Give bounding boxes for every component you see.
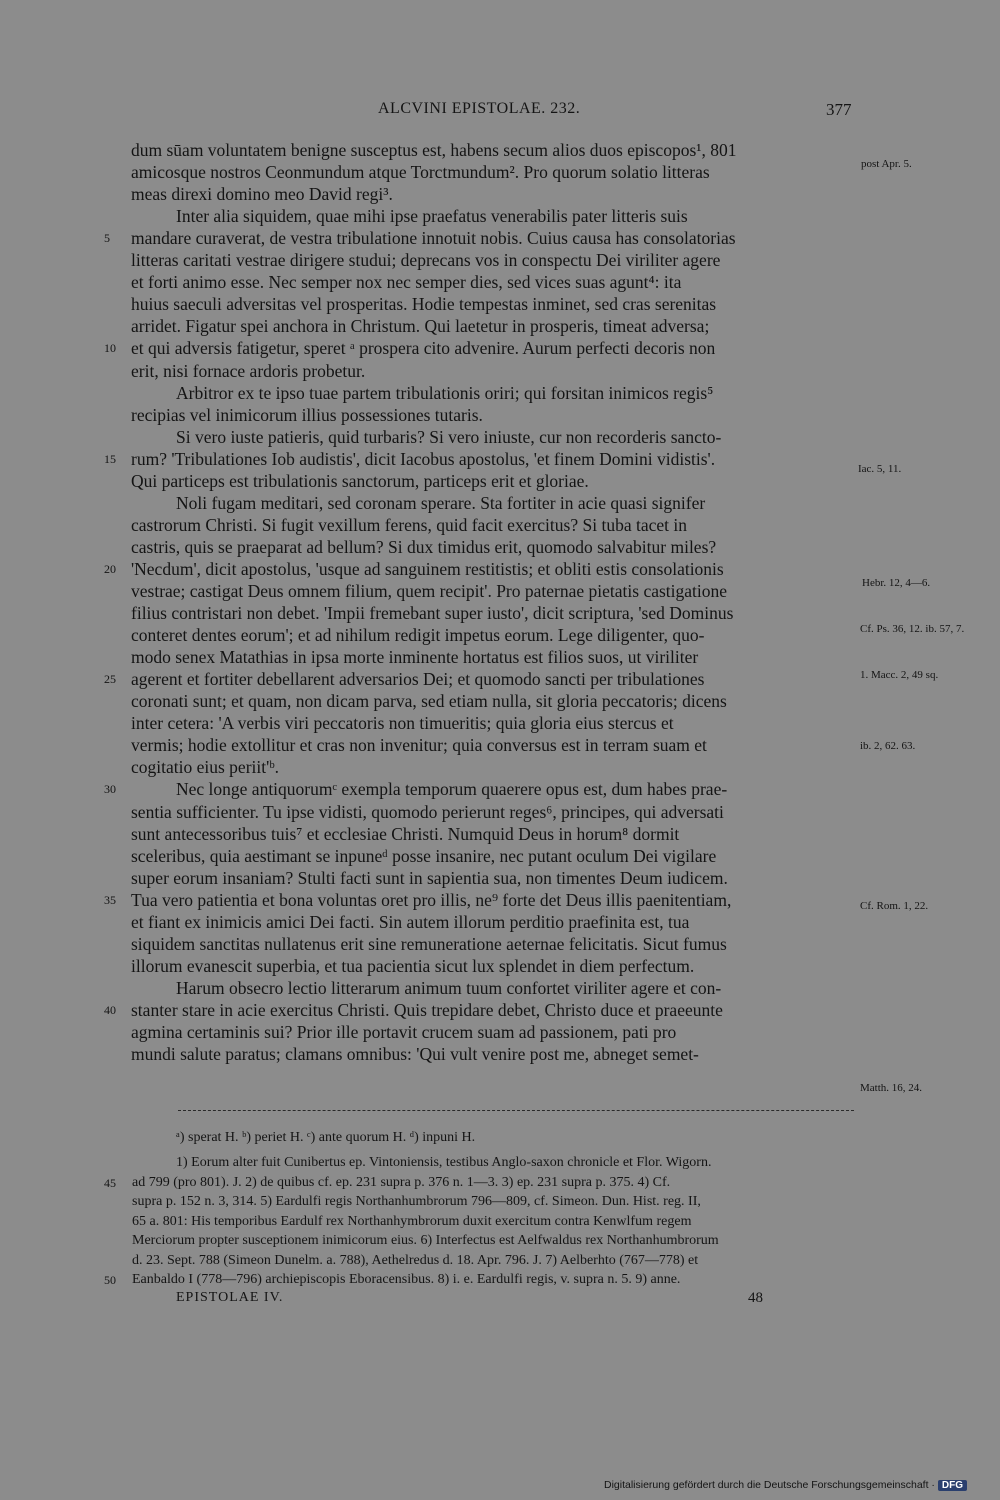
- line-number: 15: [104, 451, 116, 466]
- margin-reference: Cf. Ps. 36, 12. ib. 57, 7.: [860, 623, 965, 635]
- margin-reference: ib. 2, 62. 63.: [860, 740, 916, 752]
- text-line: inter cetera: 'A verbis viri peccatoris non timueritis; quia gloria eius stercus et: [131, 713, 674, 734]
- gathering-number: 48: [748, 1290, 763, 1306]
- text-line: et fiant ex inimicis amici Dei facti. Sin autem illorum perditio praefinita est, tua: [131, 911, 690, 932]
- text-line: mundi salute paratus; clamans omnibus: 'Qui vult venire post me, abneget semet-: [131, 1044, 699, 1065]
- text-line: dum sūam voluntatem benigne susceptus est, habens secum alios duos episcopos¹, 801: [131, 140, 737, 160]
- text-line: et forti animo esse. Nec semper nox nec semper dies, sed vices suas agunt⁴: ita: [131, 272, 682, 293]
- line-number: 35: [104, 892, 116, 907]
- text-line: Inter alia siquidem, quae mihi ipse praefatus venerabilis pater litteris suis: [176, 206, 688, 227]
- text-line: Qui particeps est tribulationis sanctorum, particeps erit et gloriae.: [131, 470, 589, 491]
- text-line: erit, nisi fornace ardoris probetur.: [131, 360, 366, 381]
- margin-reference: Iac. 5, 11.: [858, 463, 902, 475]
- text-line: sceleribus, quia aestimant se inpuneᵈ posse insanire, nec putant oculum Dei vigilare: [131, 845, 717, 866]
- footnote-line: d. 23. Sept. 788 (Simeon Dunelm. a. 788), Aethelredus d. 18. Apr. 796. J. 7) Aelberhto (767—778) et: [132, 1252, 699, 1268]
- text-line: Arbitror ex te ipso tuae partem tribulationis oriri; qui forsitan inimicos regis⁵: [176, 382, 714, 403]
- footnote-line-number: 50: [104, 1273, 116, 1287]
- text-line: sunt antecessoribus tuis⁷ et ecclesiae Christi. Numquid Deus in horum⁸ dormit: [131, 823, 680, 844]
- text-line: arridet. Figatur spei anchora in Christum. Qui laetetur in prosperis, timeat adversa;: [131, 316, 710, 337]
- text-line: Si vero iuste patieris, quid turbaris? Si vero iniuste, cur non recorderis sancto-: [176, 426, 722, 447]
- text-line: castris, quis se praeparat ad bellum? Si dux timidus erit, quomodo salvabitur miles?: [131, 536, 717, 557]
- text-line: rum? 'Tribulationes Iob audistis', dicit Iacobus apostolus, 'et finem Domini vidistis'.: [131, 448, 716, 469]
- text-line: 'Necdum', dicit apostolus, 'usque ad sanguinem restitistis; et obliti estis consolationis: [131, 558, 724, 579]
- text-line: Nec longe antiquorumᶜ exempla temporum quaerere opus est, dum habes prae-: [176, 779, 728, 800]
- margin-reference: 1. Macc. 2, 49 sq.: [860, 669, 939, 681]
- text-line: meas direxi domino meo David regi³.: [131, 184, 393, 205]
- text-line: Tua vero patientia et bona voluntas oret pro illis, ne⁹ forte det Deus illis paenitentiam,: [131, 889, 732, 910]
- footnote-separator: [178, 1110, 854, 1111]
- text-line: conteret dentes eorum'; et ad nihilum redigit impetus eorum. Lege diligenter, quo-: [131, 625, 705, 646]
- text-line: litteras caritati vestrae dirigere studui; deprecans vos in conspectu Dei viriliter agere: [131, 250, 721, 271]
- text-line: siquidem sanctitas nullatenus erit sine remuneratione aeternae felicitatis. Sicut fumus: [131, 933, 727, 954]
- text-line: stanter stare in acie exercitus Christi. Quis trepidare debet, Christo duce et praeeunte: [131, 999, 723, 1020]
- digitization-credit: [604, 1479, 967, 1491]
- text-line: recipias vel inimicorum illius possessiones tutaris.: [131, 404, 483, 425]
- text-line: agerent et fortiter debellarent adversarios Dei; et quomodo sancti per tribulationes: [131, 669, 705, 690]
- text-line: castrorum Christi. Si fugit vexillum ferens, quid facit exercitus? Si tuba tacet in: [131, 514, 687, 535]
- text-line: cogitatio eius periit'ᵇ.: [131, 757, 280, 778]
- text-line: filius contristari non debet. 'Impii fremebant super iusto', dicit scriptura, 'sed Dominus: [131, 603, 734, 624]
- line-number: 40: [104, 1002, 116, 1017]
- running-header: [0, 100, 1000, 124]
- text-line: coronati sunt; et quam, non dicam parva, sed etiam nulla, sit gloria peccatoris; dicens: [131, 691, 727, 712]
- variant-notes: ᵃ) sperat H. ᵇ) periet H. ᶜ) ante quorum H. ᵈ) inpuni H.: [176, 1130, 476, 1145]
- text-line: et qui adversis fatigetur, speret ᵃ prospera cito advenire. Aurum perfecti decoris non: [131, 338, 716, 359]
- margin-reference: post Apr. 5.: [861, 158, 912, 170]
- text-line: huius saeculi adversitas vel prosperitas. Hodie tempestas inminet, sed cras serenitas: [131, 294, 717, 315]
- text-line: sentia sufficienter. Tu ipse vidisti, quomodo perierunt reges⁶, principes, qui adversati: [131, 801, 724, 822]
- text-line: super eorum insaniam? Stulti facti sunt in sapientia sua, non timentes Deum iudicem.: [131, 867, 728, 888]
- margin-reference: Cf. Rom. 1, 22.: [860, 900, 929, 912]
- running-title: ALCVINI EPISTOLAE. 232.: [378, 100, 581, 117]
- line-number: 5: [104, 231, 110, 246]
- line-number: 25: [104, 672, 116, 687]
- footnote-line: 65 a. 801: His temporibus Eardulf rex Northanhymbrorum duxit exercitum contra Kenwlfum regem: [132, 1213, 692, 1229]
- text-line: vermis; hodie extollitur et cras non invenitur; quia conversus est in terram suam et: [131, 735, 707, 756]
- text-line: amicosque nostros Ceonmundum atque Torctmundum². Pro quorum solatio litteras: [131, 162, 710, 183]
- text-line: Harum obsecro lectio litterarum animum tuum confortet viriliter agere et con-: [176, 977, 722, 998]
- footnote-line-number: 45: [104, 1175, 116, 1190]
- text-line: mandare curaverat, de vestra tribulatione innotuit nobis. Cuius causa has consolatorias: [131, 228, 736, 249]
- page-number: 377: [826, 100, 852, 119]
- margin-reference: Hebr. 12, 4—6.: [862, 577, 931, 589]
- signature-mark: EPISTOLAE IV.: [176, 1290, 284, 1305]
- text-line: agmina certaminis sui? Prior ille portavit crucem suam ad passionem, pati pro: [131, 1022, 677, 1042]
- text-line: vestrae; castigat Deus omnem filium, quem recipit'. Pro paternae pietatis castigatione: [131, 581, 728, 601]
- footnote-line: 1) Eorum alter fuit Cunibertus ep. Vintoniensis, testibus Anglo-saxon chronicle et Flor. Wigorn.: [176, 1155, 712, 1170]
- footnote-line: ad 799 (pro 801). J. 2) de quibus cf. ep. 231 supra p. 376 n. 1—3. 3) ep. 231 supra p. 375. 4) Cf.: [132, 1174, 671, 1190]
- footnote-line: Merciorum propter susceptionem inimicorum eius. 6) Interfectus est Aelfwaldus rex Northanhumbrorum: [132, 1233, 719, 1248]
- line-number: 10: [104, 341, 116, 356]
- text-line: illorum evanescit superbia, et tua pacientia sicut lux splendet in diem perfectum.: [131, 955, 695, 976]
- footnote-line: supra p. 152 n. 3, 314. 5) Eardulfi regis Northanhumbrorum 796—809, cf. Simeon. Dun. Hist. reg. II,: [132, 1194, 701, 1209]
- credit-text: Digitalisierung gefördert durch die Deutsche Forschungsgemeinschaft ·: [604, 1479, 935, 1491]
- line-number: 20: [104, 561, 116, 576]
- footnote-line: Eanbaldo I (778—796) archiepiscopis Eboracensibus. 8) i. e. Eardulfi regis, v. supra n. 5. 9) anne.: [132, 1272, 681, 1287]
- margin-reference: Matth. 16, 24.: [860, 1082, 923, 1094]
- text-line: modo senex Matathias in ipsa morte inminente hortatus est filios suos, ut viriliter: [131, 647, 699, 668]
- dfg-logo: DFG: [938, 1480, 967, 1491]
- text-line: Noli fugam meditari, sed coronam sperare. Sta fortiter in acie quasi signifer: [176, 492, 706, 513]
- line-number: 30: [104, 782, 116, 797]
